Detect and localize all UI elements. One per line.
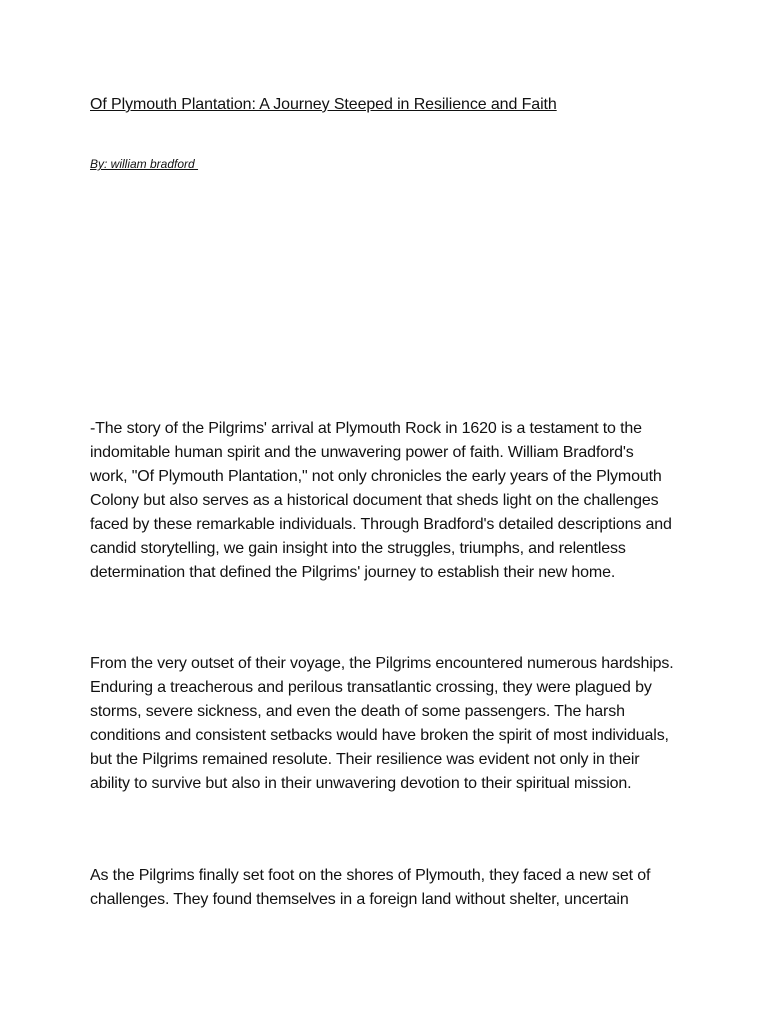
body-paragraph-1: -The story of the Pilgrims' arrival at Plymouth Rock in 1620 is a testament to the indomitable human spirit and the unwavering power of faith. William Bradford's work, "Of Plymouth Plantation," not only chronicles the early years of the Plymouth Colony but also serves as a historical document that sheds light on the challenges faced by these remarkable individuals. Through Bradford's detailed descriptions and candid storytelling, we gain insight into the struggles, triumphs, and relentless determination that defined the Pilgrims' journey to establish their new home. <box>90 420 672 581</box>
body-paragraph-3: As the Pilgrims finally set foot on the shores of Plymouth, they faced a new set of challenges. They found themselves in a foreign land without shelter, uncertain <box>90 867 651 908</box>
document-title: Of Plymouth Plantation: A Journey Steeped in Resilience and Faith <box>90 96 557 113</box>
author-byline: By: william bradford <box>90 157 199 171</box>
body-paragraph-2: From the very outset of their voyage, the Pilgrims encountered numerous hardships. Enduring a treacherous and perilous transatlantic crossing, they were plagued by storms, severe sickness, and even the death of some passengers. The harsh conditions and consistent setbacks would have broken the spirit of most individuals, but the Pilgrims remained resolute. Their resilience was evident not only in their ability to survive but also in their unwavering devotion to their spiritual mission. <box>90 655 674 792</box>
